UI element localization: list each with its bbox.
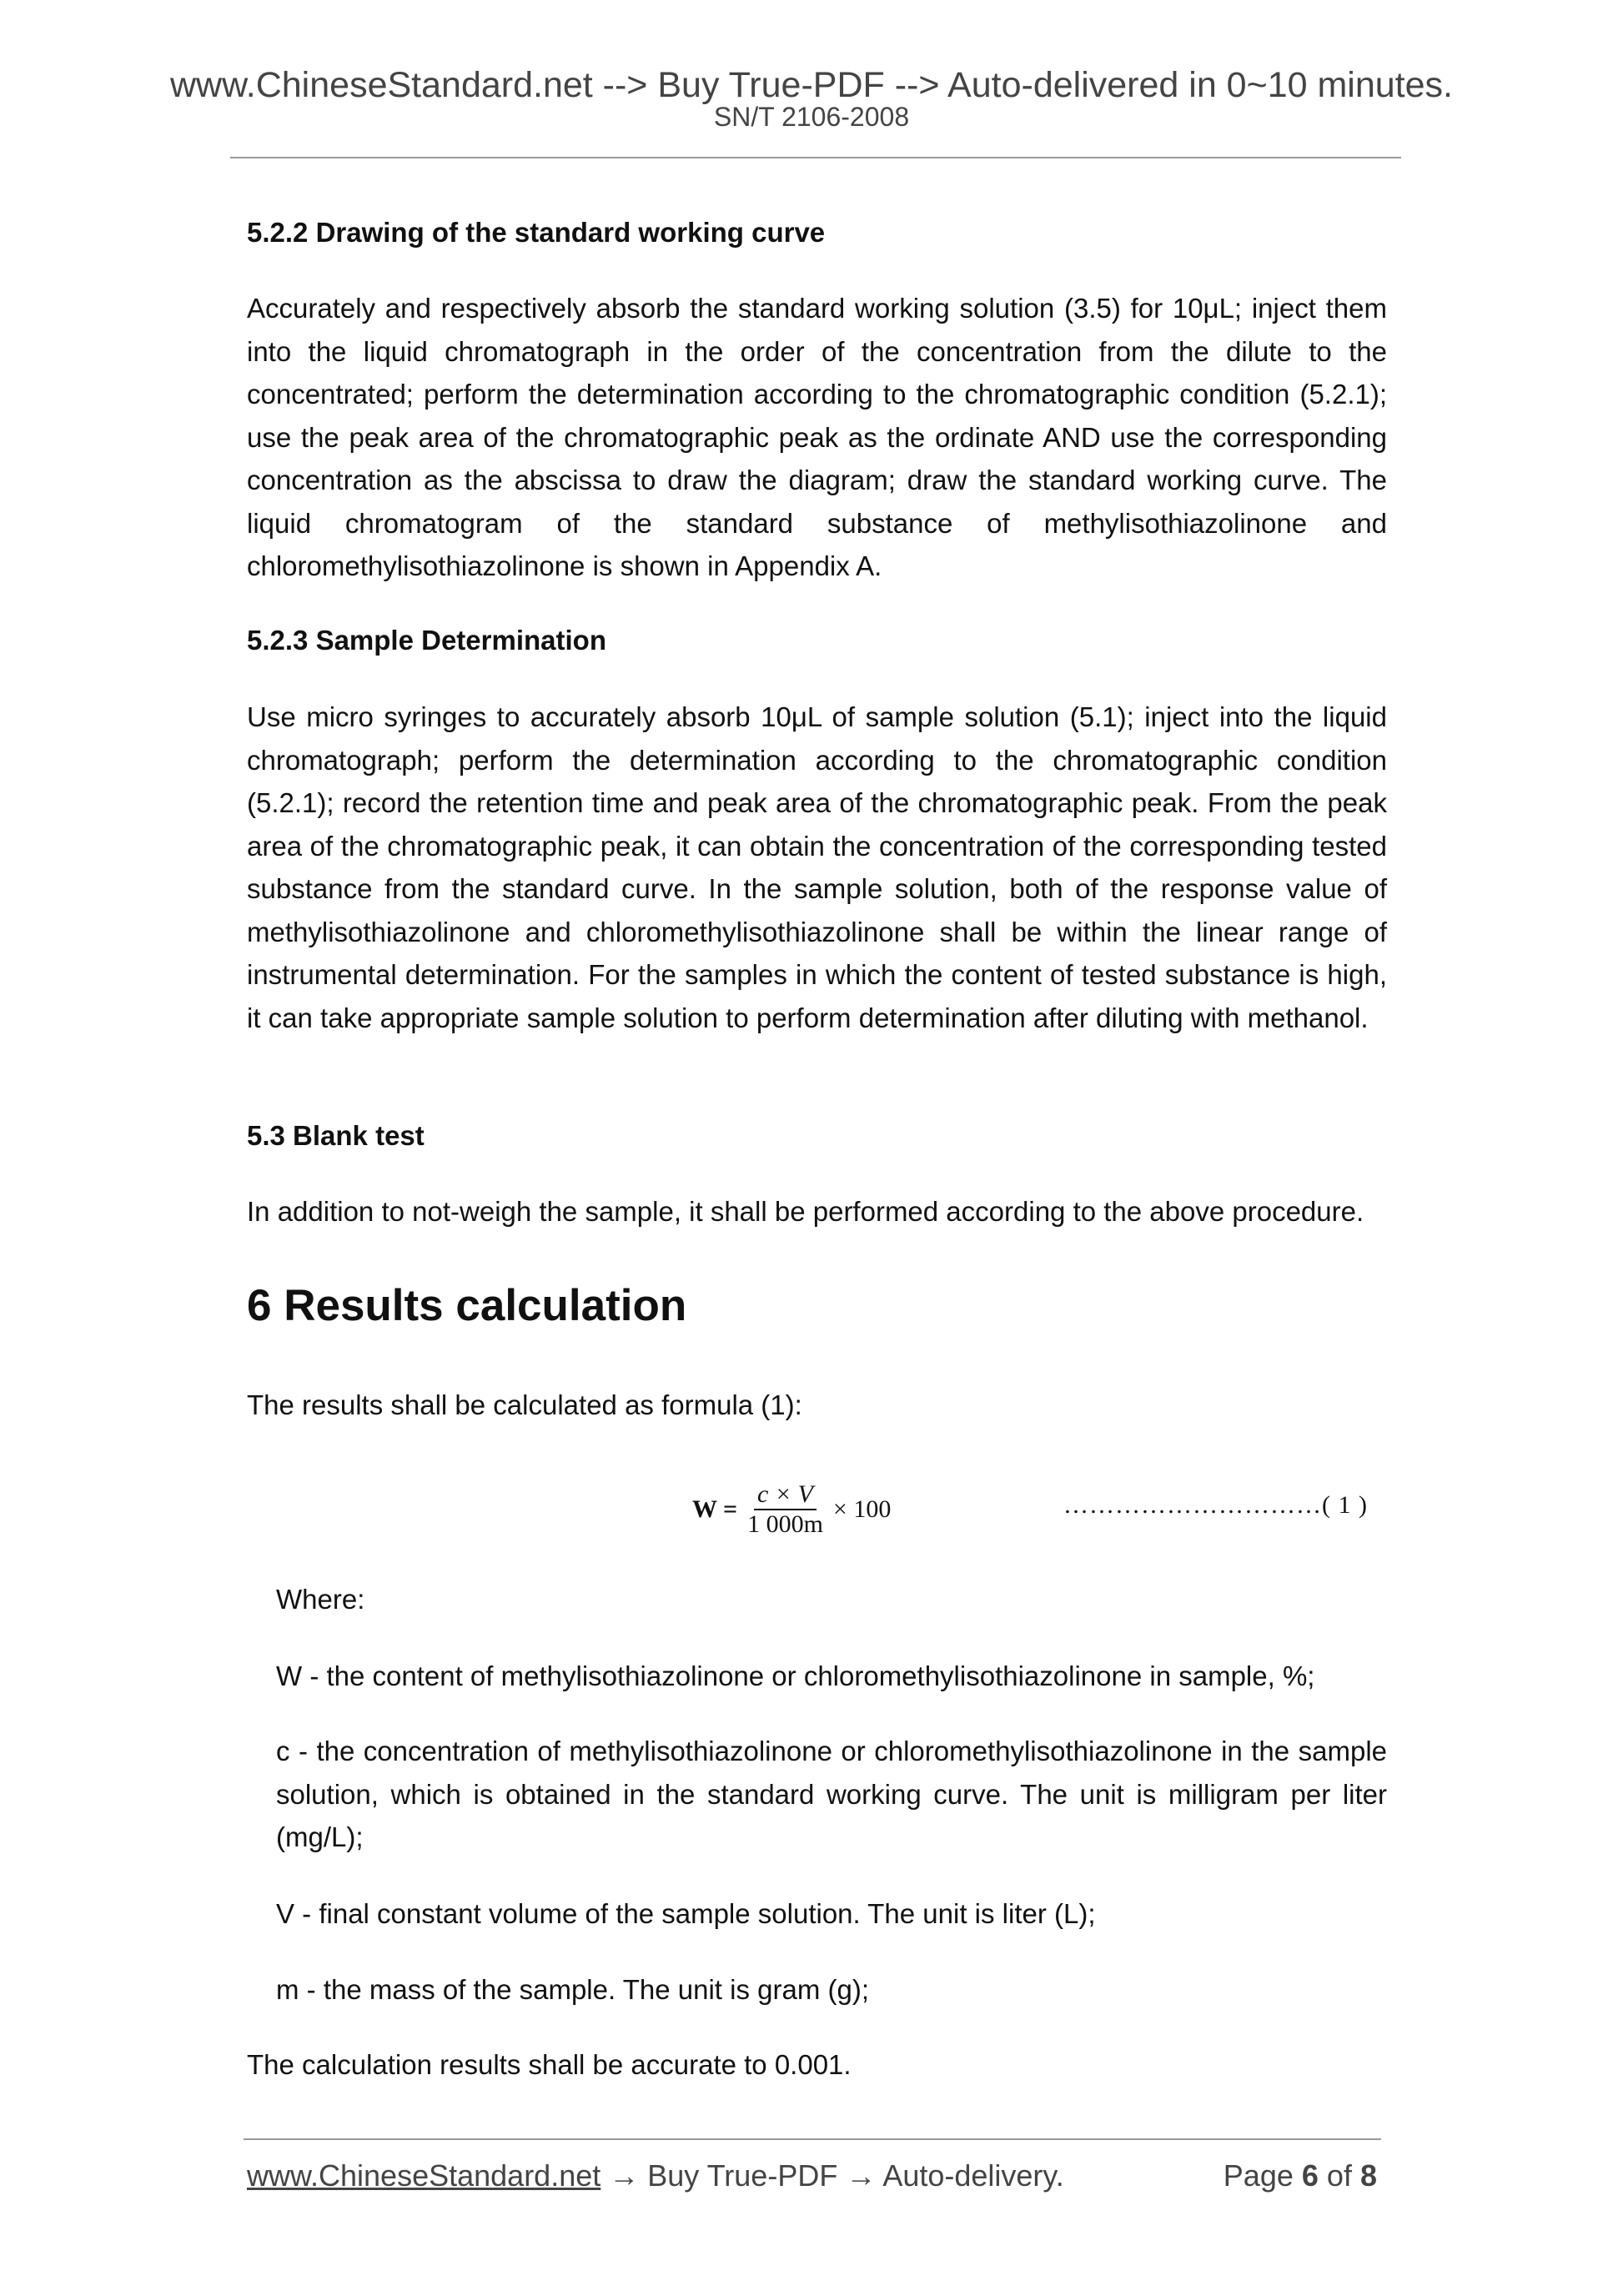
formula-denominator: 1 000m <box>747 1510 823 1538</box>
paragraph: The calculation results shall be accurate to 0.001. <box>247 2049 852 2080</box>
page-number: 6 <box>1301 2158 1319 2193</box>
paragraph: Accurately and respectively absorb the standard working solution (3.5) for 10μL; inject them into the liquid chromatograph in the order of the concentration from the dilute to the concentrated; perform the determination according to the chromatographic condition (5.2.1); use the peak area of the chromatographic peak as the ordinate AND use the corresponding concentration as the abscissa to draw the diagram; draw the standard working curve. The liquid chromatogram of the standard substance of methylisothiazolinone and chloromethylisothiazolinone is shown in Appendix A. <box>247 293 1387 581</box>
formula <box>692 1480 891 1539</box>
header-divider <box>230 157 1401 158</box>
variable-definition: W - the content of methylisothiazolinone or chloromethylisothiazolinone in sample, %; <box>276 1660 1315 1691</box>
doc-id: SN/T 2106-2008 <box>713 102 910 132</box>
formula-fraction <box>744 1480 827 1539</box>
formula-lhs: W = <box>692 1495 738 1523</box>
where-label: Where: <box>276 1584 365 1615</box>
of-label: of <box>1326 2158 1352 2193</box>
variable-definition: V - final constant volume of the sample solution. The unit is liter (L); <box>276 1898 1096 1929</box>
page-label: Page <box>1223 2158 1294 2193</box>
variable-definition: c - the concentration of methylisothiazolinone or chloromethylisothiazolinone in the sample solution, which is obtained in the standard working curve. The unit is milligram per liter (mg/L); <box>276 1736 1387 1852</box>
footer <box>247 2158 1377 2193</box>
section-heading: 5.2.2 Drawing of the standard working curve <box>247 217 826 248</box>
header-banner: www.ChineseStandard.net --> Buy True-PDF --> Auto-delivered in 0~10 minutes. <box>169 65 1453 105</box>
paragraph: In addition to not-weigh the sample, it shall be performed according to the above procedure. <box>247 1196 1364 1227</box>
paragraph: The results shall be calculated as formula (1): <box>247 1389 802 1420</box>
section-heading: 5.2.3 Sample Determination <box>247 625 606 656</box>
paragraph: Use micro syringes to accurately absorb 10μL of sample solution (5.1); inject into the liquid chromatograph; perform the determination according to the chromatographic condition (5.2.1); record the retention time and peak area of the chromatographic peak. From the peak area of the chromatographic peak, it can obtain the concentration of the corresponding tested substance from the standard curve. In the sample solution, both of the response value of methylisothiazolinone and chloromethylisothiazolinone shall be within the linear range of instrumental determination. For the samples in which the content of tested substance is high, it can take appropriate sample solution to perform determination after diluting with methanol. <box>247 701 1387 1033</box>
page-indicator <box>1224 2158 1377 2193</box>
footer-text: → Buy True-PDF → Auto-delivery. <box>600 2158 1064 2193</box>
page-total: 8 <box>1359 2158 1377 2193</box>
footer-divider <box>244 2138 1381 2140</box>
variable-definition: m - the mass of the sample. The unit is gram (g); <box>276 1974 869 2005</box>
section-heading: 5.3 Blank test <box>247 1120 425 1151</box>
footer-link[interactable]: www.ChineseStandard.net <box>247 2158 601 2193</box>
chapter-heading: 6 Results calculation <box>247 1281 687 1330</box>
formula-number: …………………………( 1 ) <box>1063 1491 1368 1519</box>
formula-tail: × 100 <box>832 1495 892 1523</box>
formula-numerator: c × V <box>754 1480 817 1510</box>
